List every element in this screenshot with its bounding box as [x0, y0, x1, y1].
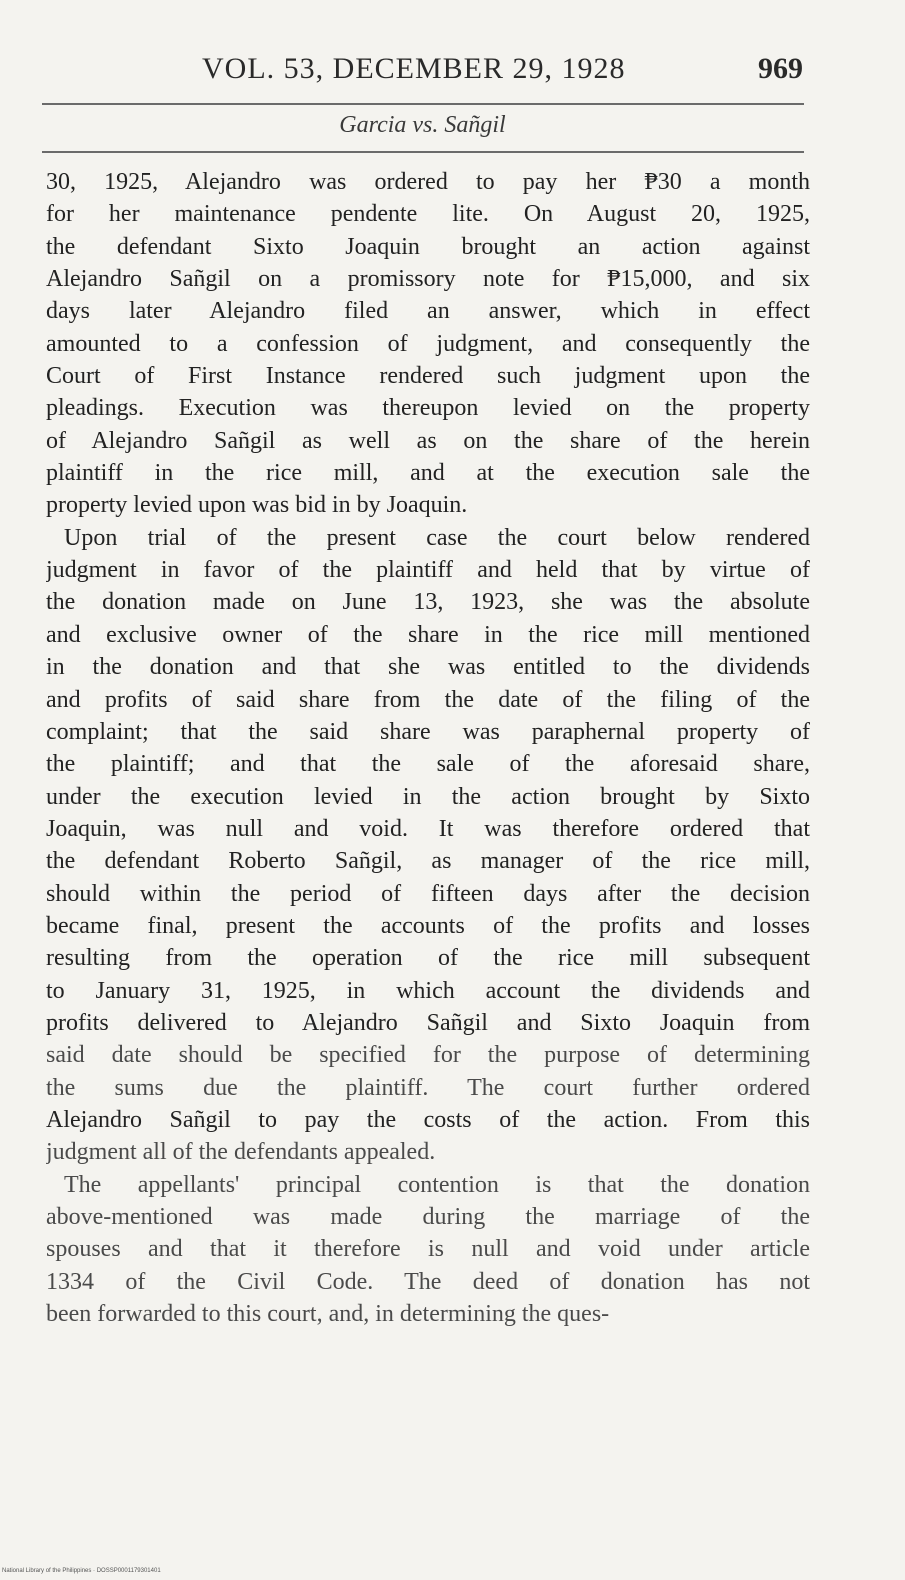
- text-line: of Alejandro Sañgil as well as on the share of the herein: [46, 427, 810, 454]
- text-line: Alejandro Sañgil to pay the costs of the action. From this: [46, 1106, 810, 1133]
- text-line: should within the period of fifteen days after the decision: [46, 880, 810, 907]
- text-line: days later Alejandro filed an answer, which in effect: [46, 298, 810, 325]
- text-line: the defendant Sixto Joaquin brought an action against: [46, 233, 810, 260]
- body-text: [46, 166, 810, 1330]
- text-line: 30, 1925, Alejandro was ordered to pay her ₱30 a month: [46, 169, 810, 195]
- text-line: under the execution levied in the action brought by Sixto: [46, 783, 810, 810]
- text-line: spouses and that it therefore is null and void under article: [46, 1236, 810, 1263]
- text-line: Alejandro Sañgil on a promissory note for ₱15,000, and six: [46, 266, 810, 293]
- text-line: for her maintenance pendente lite. On August 20, 1925,: [46, 201, 810, 228]
- text-line: the donation made on June 13, 1923, she was the absolute: [46, 589, 810, 616]
- text-line: profits delivered to Alejandro Sañgil and Sixto Joaquin from: [46, 1009, 810, 1036]
- library-imprint: National Library of the Philippines · DOSSP0001179301401: [2, 1568, 161, 1574]
- text-line: 1334 of the Civil Code. The deed of donation has not: [46, 1268, 810, 1295]
- text-line: Court of First Instance rendered such judgment upon the: [46, 363, 810, 390]
- text-line: plaintiff in the rice mill, and at the execution sale the: [46, 460, 810, 487]
- text-line: pleadings. Execution was thereupon levied on the property: [46, 395, 810, 422]
- paragraph-start-line: Upon trial of the present case the court below rendered: [64, 524, 810, 551]
- text-line: been forwarded to this court, and, in determining the ques-: [46, 1301, 610, 1328]
- text-line: to January 31, 1925, in which account the dividends and: [46, 977, 810, 1004]
- text-line: said date should be specified for the purpose of determining: [46, 1042, 810, 1069]
- text-line: the sums due the plaintiff. The court further ordered: [46, 1074, 810, 1101]
- running-head: VOL. 53, DECEMBER 29, 1928: [202, 52, 626, 85]
- text-line: and exclusive owner of the share in the rice mill mentioned: [46, 621, 810, 648]
- text-line: complaint; that the said share was paraphernal property of: [46, 718, 810, 745]
- text-line: became final, present the accounts of the profits and losses: [46, 912, 810, 939]
- page-number: 969: [758, 52, 803, 85]
- text-line: the plaintiff; and that the sale of the aforesaid share,: [46, 751, 810, 778]
- text-line: amounted to a confession of judgment, and consequently the: [46, 330, 810, 357]
- text-line: in the donation and that she was entitled to the dividends: [46, 654, 810, 681]
- text-line: property levied upon was bid in by Joaquin.: [46, 492, 468, 519]
- text-line: judgment in favor of the plaintiff and held that by virtue of: [46, 557, 810, 584]
- header-rule: [42, 103, 804, 105]
- paragraph-start-line: The appellants' principal contention is that the donation: [64, 1171, 810, 1198]
- text-line: the defendant Roberto Sañgil, as manager of the rice mill,: [46, 848, 810, 875]
- case-title: Garcia vs. Sañgil: [339, 112, 506, 138]
- text-line: above-mentioned was made during the marriage of the: [46, 1204, 810, 1230]
- text-line: resulting from the operation of the rice mill subsequent: [46, 945, 810, 972]
- running-header: [0, 52, 905, 96]
- title-rule: [42, 151, 804, 153]
- text-line: Joaquin, was null and void. It was therefore ordered that: [46, 815, 810, 842]
- text-line: and profits of said share from the date of the filing of the: [46, 686, 810, 713]
- text-line: judgment all of the defendants appealed.: [46, 1139, 436, 1166]
